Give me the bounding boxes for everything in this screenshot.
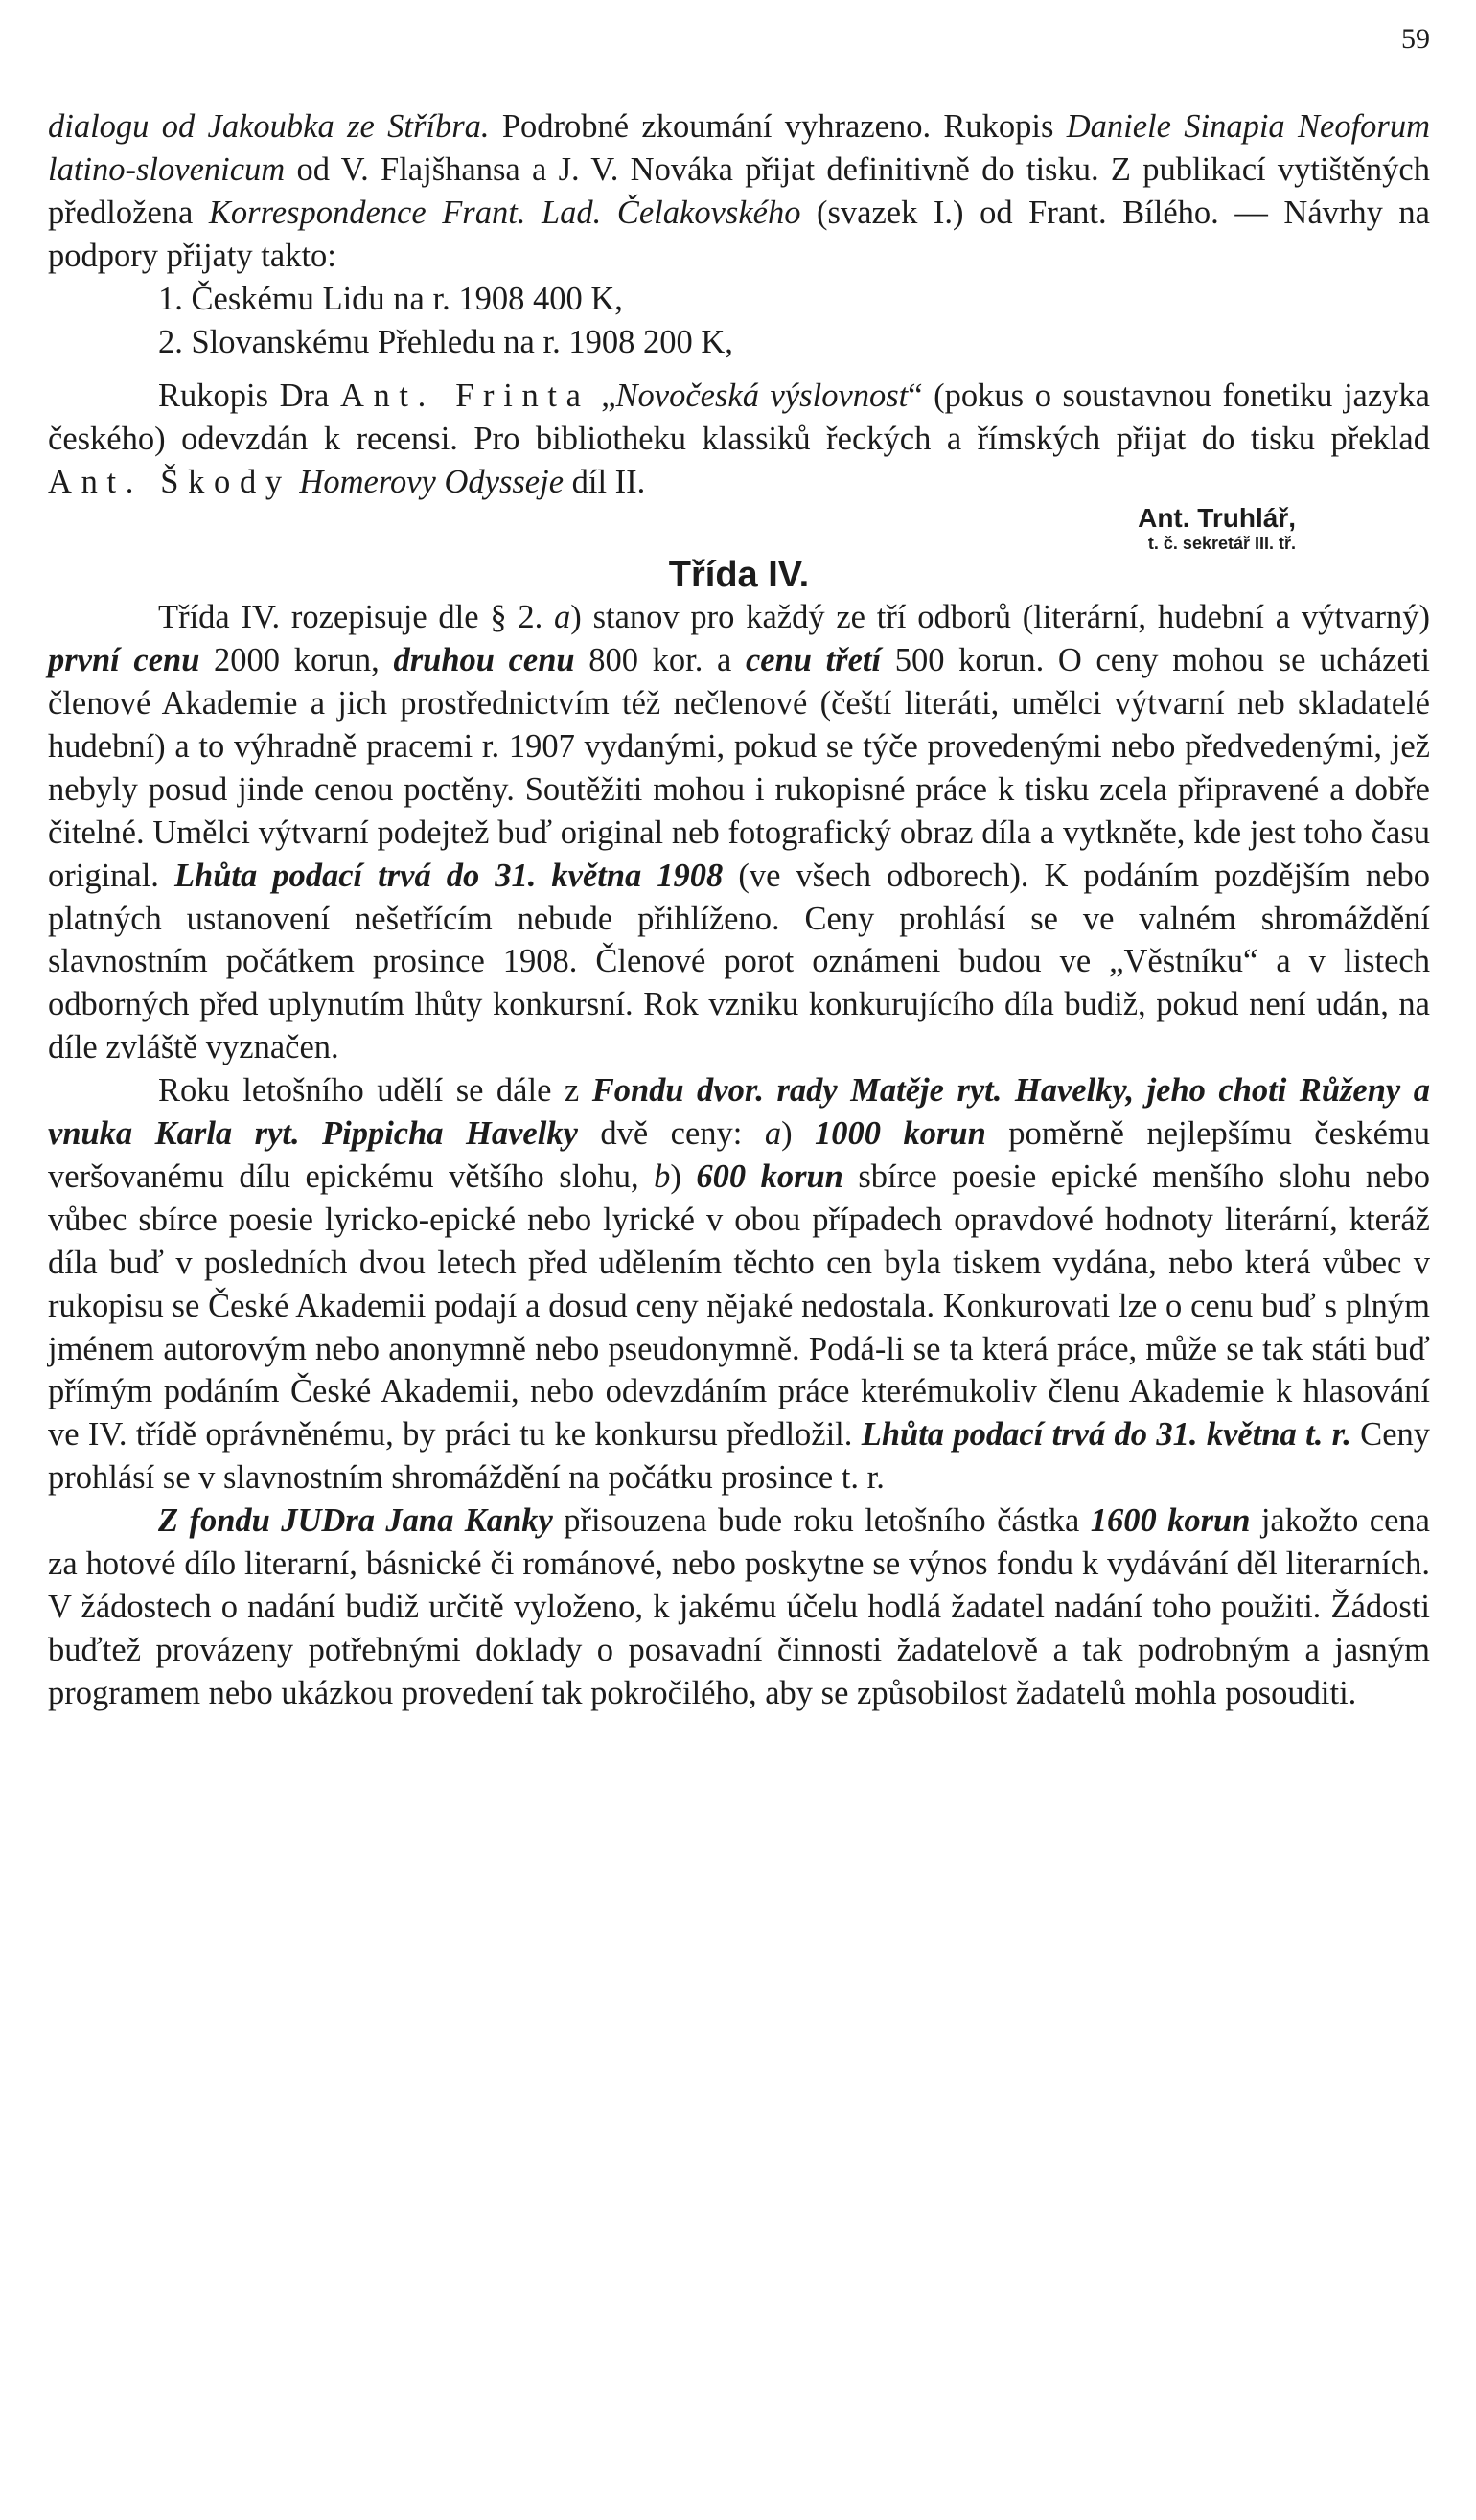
bold-italic-text: 600 korun — [696, 1157, 843, 1195]
bold-italic-text: Z fondu JUDra Jana Kanky — [158, 1502, 553, 1540]
bold-italic-text: druhou cenu — [393, 642, 575, 679]
text-run: ) — [781, 1115, 816, 1153]
grant-item: 1. Českému Lidu na r. 1908 400 K, — [158, 280, 623, 317]
paragraph-3 — [48, 596, 1430, 1069]
text-run: (svazek I.) od Frant. Bílého. — Návrhy na podpory přijaty takto: — [48, 194, 1430, 274]
text-run: Třída IV. rozepisuje dle § 2. — [158, 599, 555, 636]
text-run: Ceny prohlásí se v slavnostním shromáždění na počátku prosince t. r. — [48, 1416, 1431, 1497]
italic-text: Novočeská výslovnost — [615, 378, 909, 415]
section-heading: Třída IV. — [668, 555, 810, 596]
italic-text: a — [764, 1115, 782, 1153]
italic-text: Homerovy Odysseje — [299, 464, 565, 501]
signature-role: t. č. sekretář III. tř. — [1147, 534, 1296, 554]
grant-item: 2. Slovanskému Přehledu na r. 1908 200 K, — [158, 323, 733, 360]
bold-italic-text: Fondu dvor. rady Matěje ryt. Havelky, jeho choti Růženy a vnuka Karla ryt. Pippicha Havelky — [48, 1072, 1430, 1153]
italic-text: a — [554, 599, 571, 636]
italic-text: dialogu od Jakoubka ze Stříbra. — [48, 108, 490, 145]
body-text — [48, 105, 1430, 1715]
bold-italic-text: 1000 korun — [815, 1115, 986, 1153]
text-run: přisouzena bude roku letošního částka — [552, 1502, 1091, 1540]
text-run: poměrně nejlepšímu českému veršovanému dílu epickému většího slohu, — [48, 1115, 1431, 1195]
italic-text: Korrespondence Frant. Lad. Čelakovského — [208, 194, 801, 231]
italic-text: b — [654, 1157, 671, 1195]
text-run: dvě ceny: — [577, 1115, 765, 1153]
italic-text: Daniele Sinapia Neoforum latino-slovenicum — [48, 108, 1431, 188]
text-run: „ — [589, 378, 616, 415]
bold-italic-text: 1600 korun — [1090, 1502, 1251, 1540]
text-run: “ (pokus o soustavnou fonetiku jazyka českého) odevzdán k recensi. Pro bibliotheku klassiků řeckých a římských přijat do tisku překlad — [48, 378, 1430, 458]
paragraph-1 — [48, 105, 1430, 278]
spaced-name: Ant. Škody — [48, 464, 291, 501]
text-run: od V. Flajšhansa a J. V. Nováka přijat definitivně do tisku. Z publikací vytištěných předložena — [48, 150, 1430, 231]
signature-name: Ant. Truhlář, — [1138, 503, 1296, 534]
bold-italic-text: první cenu — [48, 642, 200, 679]
paragraph-2 — [48, 375, 1430, 504]
paragraph-5 — [48, 1500, 1430, 1715]
text-run: 800 kor. a — [574, 642, 746, 679]
bold-italic-text: cenu třetí — [745, 642, 882, 679]
text-run: Podrobné zkoumání vyhrazeno. Rukopis — [489, 108, 1067, 145]
text-run: 2000 korun, — [199, 642, 394, 679]
paragraph-4 — [48, 1069, 1430, 1500]
bold-italic-text: Lhůta podací trvá do 31. května 1908 — [173, 857, 724, 894]
text-run: Rukopis Dra — [158, 378, 340, 415]
page-number: 59 — [1401, 23, 1430, 55]
text-run: Roku letošního udělí se dále z — [158, 1072, 592, 1110]
text-run: ) — [670, 1157, 697, 1195]
spaced-name: Ant. Frinta — [339, 378, 590, 415]
text-run: díl II. — [564, 464, 646, 501]
text-run: ) stanov pro každý ze tří odborů (literární, hudební a výtvarný) — [570, 599, 1430, 636]
text-run: jakožto cena za hotové dílo literarní, básnické či románové, nebo poskytne se výnos fondu k vydávání děl literarních. V žádostech o nadání budiž určitě vyloženo, k jakému účelu hodlá žadatel nadání toho použiti. Žádosti buďtež provázeny potřebnými doklady o posavadní činnosti žadatelově a tak podrobným a jasným programem nebo ukázkou provedení tak pokročilého, aby se způsobilost žadatelů mohla posouditi. — [48, 1502, 1430, 1711]
text-run: 500 korun. O ceny mohou se ucházeti členové Akademie a jich prostřednictvím též nečlenové (čeští literáti, umělci výtvarní neb skladatelé hudební) a to výhradně pracemi r. 1907 vydanými, pokud se týče provedenými nebo předvedenými, jež nebyly posud jinde cenou poctěny. Soutěžiti mohou i rukopisné práce k tisku zcela připravené a dobře čitelné. Umělci výtvarní podejtež buď original neb fotografický obraz díla a vytkněte, kde jest toho času original. — [48, 642, 1430, 894]
text-run: (ve všech odborech). K podáním pozdějším nebo platných ustanovení nešetřícím nebude přihlíženo. Ceny prohlásí se ve valném shromáždění slavnostním počátkem prosince 1908. Členové porot oznámeni budou ve „Věstníku“ a v listech odborných před uplynutím lhůty konkursní. Rok vzniku konkurujícího díla budiž, pokud není udán, na díle zvláště vyznačen. — [48, 857, 1430, 1066]
text-run: sbírce poesie epické menšího slohu nebo vůbec sbírce poesie lyricko-epické nebo lyrické v obou případech opravdové hodnoty literární, kteráž díla buď v posledních dvou letech před udělením těchto cen byla tiskem vydána, nebo která vůbec v rukopisu se České Akademii podají a dosud ceny nějaké nedostala. Konkurovati lze o cenu buď s plným jménem autorovým nebo anonymně nebo pseudonymně. Podá-li se ta která práce, může se tak státi buď přímým podáním České Akademii, nebo odevzdáním práce kterémukoliv členu Akademie k hlasování ve IV. třídě oprávněnému, by práci tu ke konkursu předložil. — [48, 1157, 1430, 1454]
bold-italic-text: Lhůta podací trvá do 31. května t. r. — [861, 1416, 1351, 1454]
